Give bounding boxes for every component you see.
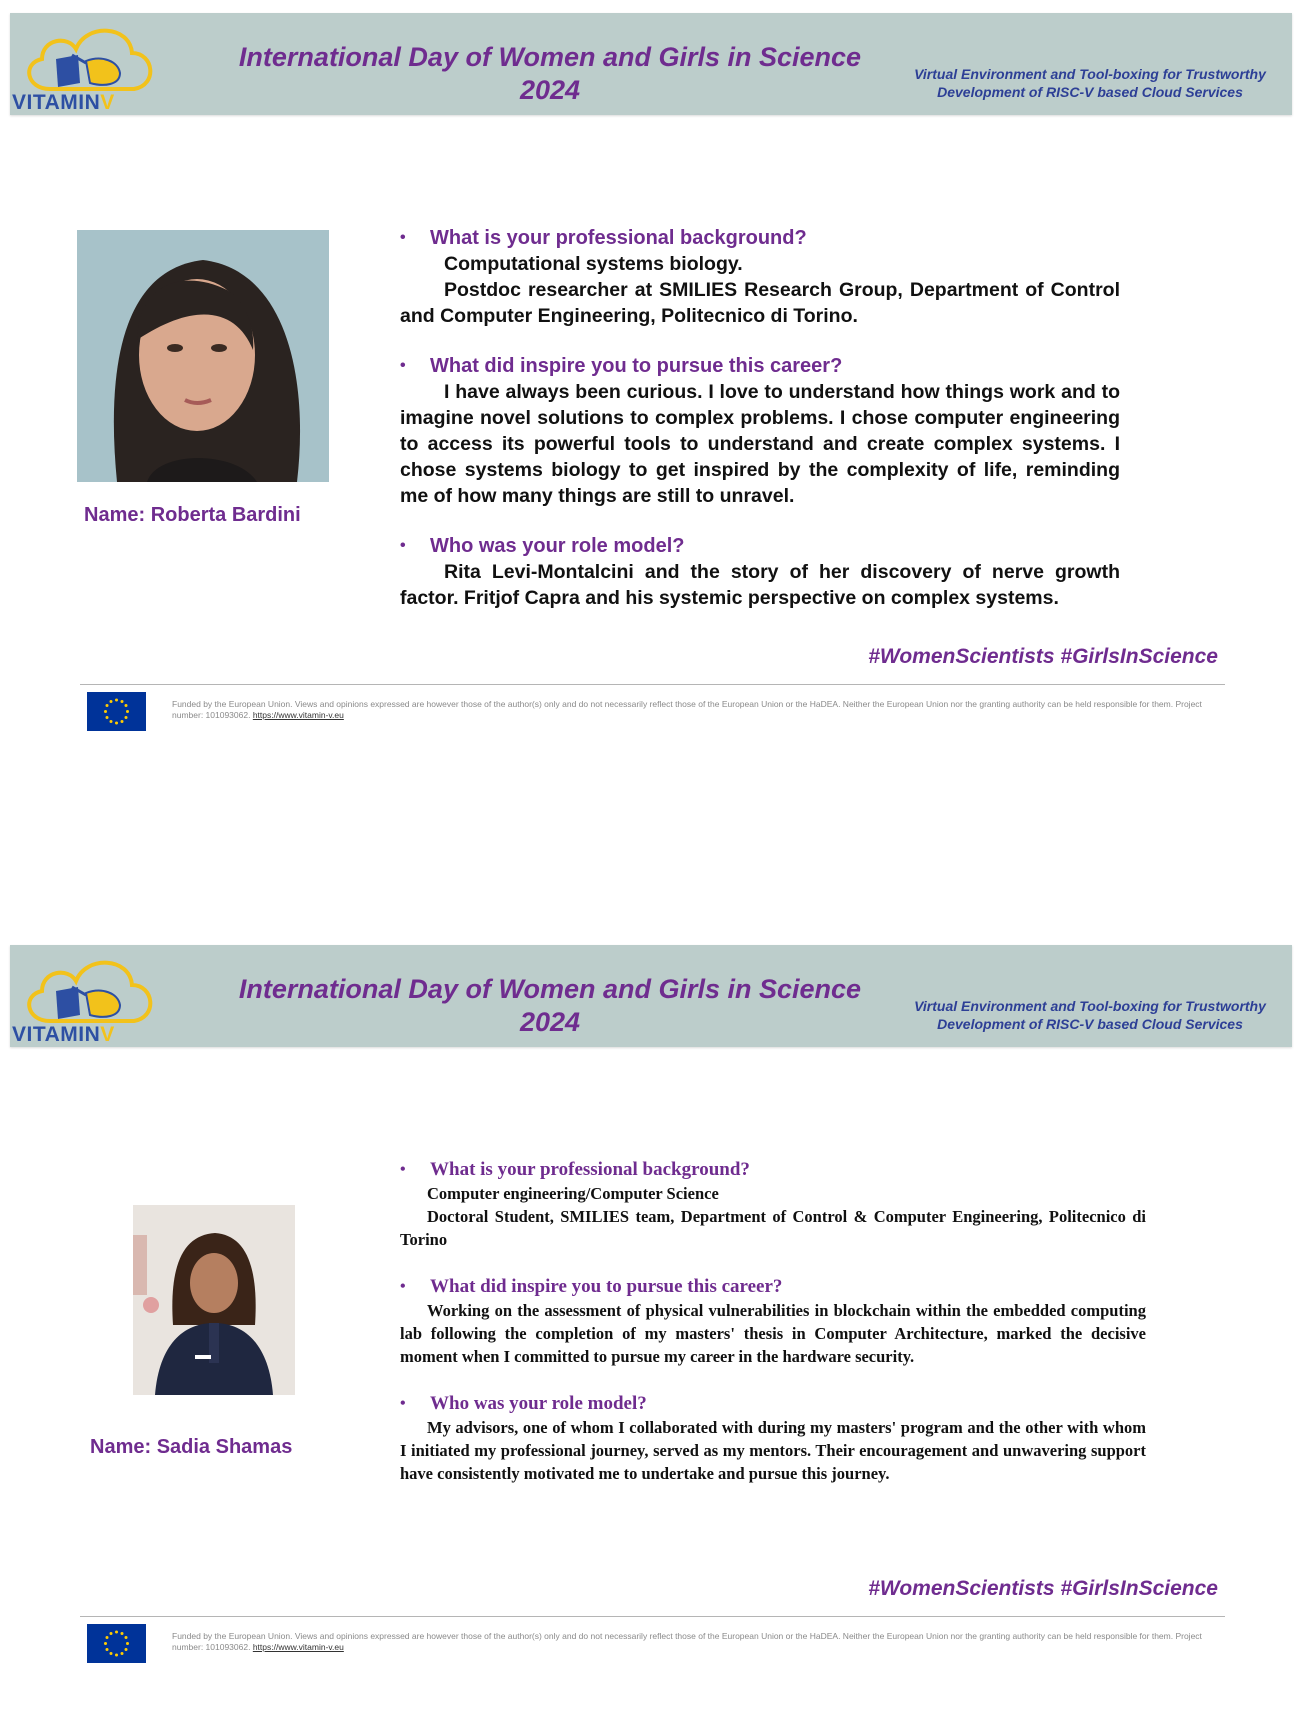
answer-inspiration xyxy=(400,379,1120,509)
answer-background xyxy=(400,251,1120,329)
project-subtitle xyxy=(890,997,1290,1033)
funding-disclaimer: Funded by the European Union. Views and opinions expressed are however those of the author(s) only and do not necessarily reflect those of the European Union or the HaDEA. Neither the European Union nor the granting authority can be held responsible for them. Project number: 101093062. https://www.vitamin-v.eu xyxy=(172,1631,1202,1652)
question-background: • What is your professional background? xyxy=(400,1159,750,1180)
subtitle-line-2: Development of RISC-V based Cloud Services xyxy=(937,1016,1243,1032)
banner-title xyxy=(210,41,890,107)
question-inspiration: • What did inspire you to pursue this career? xyxy=(400,1276,783,1297)
project-subtitle xyxy=(890,65,1290,101)
answer-paragraph: Working on the assessment of physical vulnerabilities in blockchain within the embedded computing lab following the completion of my masters' thesis in Computer Architecture, marked the decisive moment when I committed to pursue my career in the hardware security. xyxy=(400,1301,1146,1366)
project-link[interactable]: https://www.vitamin-v.eu xyxy=(252,710,344,720)
footer-divider xyxy=(80,684,1225,685)
answer-paragraph: Computational systems biology. xyxy=(444,253,743,275)
eu-flag-icon xyxy=(87,692,146,731)
interview-section xyxy=(400,225,1120,611)
hashtags: #WomenScientists #GirlsInScience xyxy=(868,645,1218,668)
answer-paragraph: I have always been curious. I love to understand how things work and to imagine novel solutions to complex problems. I chose computer engineering to access its powerful tools to understand and create complex systems. I chose systems biology to get inspired by the complexity of life, reminding me of how many things are still to unravel. xyxy=(400,381,1120,507)
header-banner xyxy=(10,13,1292,115)
funding-disclaimer: Funded by the European Union. Views and opinions expressed are however those of the author(s) only and do not necessarily reflect those of the European Union or the HaDEA. Neither the European Union nor the granting authority can be held responsible for them. Project number: 101093062. https://www.vitamin-v.eu xyxy=(172,699,1202,720)
subtitle-line-1: Virtual Environment and Tool-boxing for Trustworthy xyxy=(914,998,1266,1014)
title-line-2: 2024 xyxy=(519,75,581,105)
bullet: • xyxy=(400,357,406,374)
answer-background xyxy=(400,1182,1146,1251)
logo-text: VITAMINV xyxy=(12,1023,115,1046)
bullet: • xyxy=(400,537,406,554)
portrait-photo xyxy=(133,1205,295,1395)
answer-paragraph: Doctoral Student, SMILIES team, Department of Control & Computer Engineering, Politecnico di Torino xyxy=(400,1207,1146,1249)
question-role-model: • Who was your role model? xyxy=(400,535,685,557)
bullet: • xyxy=(400,229,406,246)
title-line-2: 2024 xyxy=(519,1007,581,1037)
footer-divider xyxy=(80,1616,1225,1617)
bullet: • xyxy=(400,1395,406,1412)
title-line-1: International Day of Women and Girls in Science xyxy=(238,42,862,72)
bullet: • xyxy=(400,1161,406,1178)
question-role-model: • Who was your role model? xyxy=(400,1393,647,1414)
slide-roberta-bardini xyxy=(0,0,1301,790)
answer-paragraph: Rita Levi-Montalcini and the story of her discovery of nerve growth factor. Fritjof Capra and his systemic perspective on complex systems. xyxy=(400,561,1120,609)
header-banner xyxy=(10,945,1292,1047)
question-background: • What is your professional background? xyxy=(400,227,807,249)
slide-sadia-shamas xyxy=(0,932,1301,1722)
subtitle-line-1: Virtual Environment and Tool-boxing for Trustworthy xyxy=(914,66,1266,82)
project-link[interactable]: https://www.vitamin-v.eu xyxy=(252,1642,344,1652)
eu-flag-icon xyxy=(87,1624,146,1663)
answer-role-model xyxy=(400,1416,1146,1485)
answer-paragraph: My advisors, one of whom I collaborated with during my masters' program and the other with whom I initiated my professional journey, served as my mentors. Their encouragement and unwavering support have consistently motivated me to undertake and pursue this journey. xyxy=(400,1418,1146,1483)
banner-title xyxy=(210,973,890,1039)
scientist-name: Name: Sadia Shamas xyxy=(90,1436,293,1458)
title-line-1: International Day of Women and Girls in Science xyxy=(238,974,862,1004)
answer-paragraph: Computer engineering/Computer Science xyxy=(427,1184,719,1203)
answer-paragraph: Postdoc researcher at SMILIES Research Group, Department of Control and Computer Engineering, Politecnico di Torino. xyxy=(400,279,1120,327)
logo-text: VITAMINV xyxy=(12,91,115,114)
bullet: • xyxy=(400,1278,406,1295)
question-inspiration: • What did inspire you to pursue this career? xyxy=(400,355,843,377)
hashtags: #WomenScientists #GirlsInScience xyxy=(868,1577,1218,1600)
subtitle-line-2: Development of RISC-V based Cloud Services xyxy=(937,84,1243,100)
interview-section xyxy=(400,1158,1146,1485)
scientist-name: Name: Roberta Bardini xyxy=(84,504,301,526)
answer-role-model xyxy=(400,559,1120,611)
portrait-photo xyxy=(77,230,329,482)
answer-inspiration xyxy=(400,1299,1146,1368)
